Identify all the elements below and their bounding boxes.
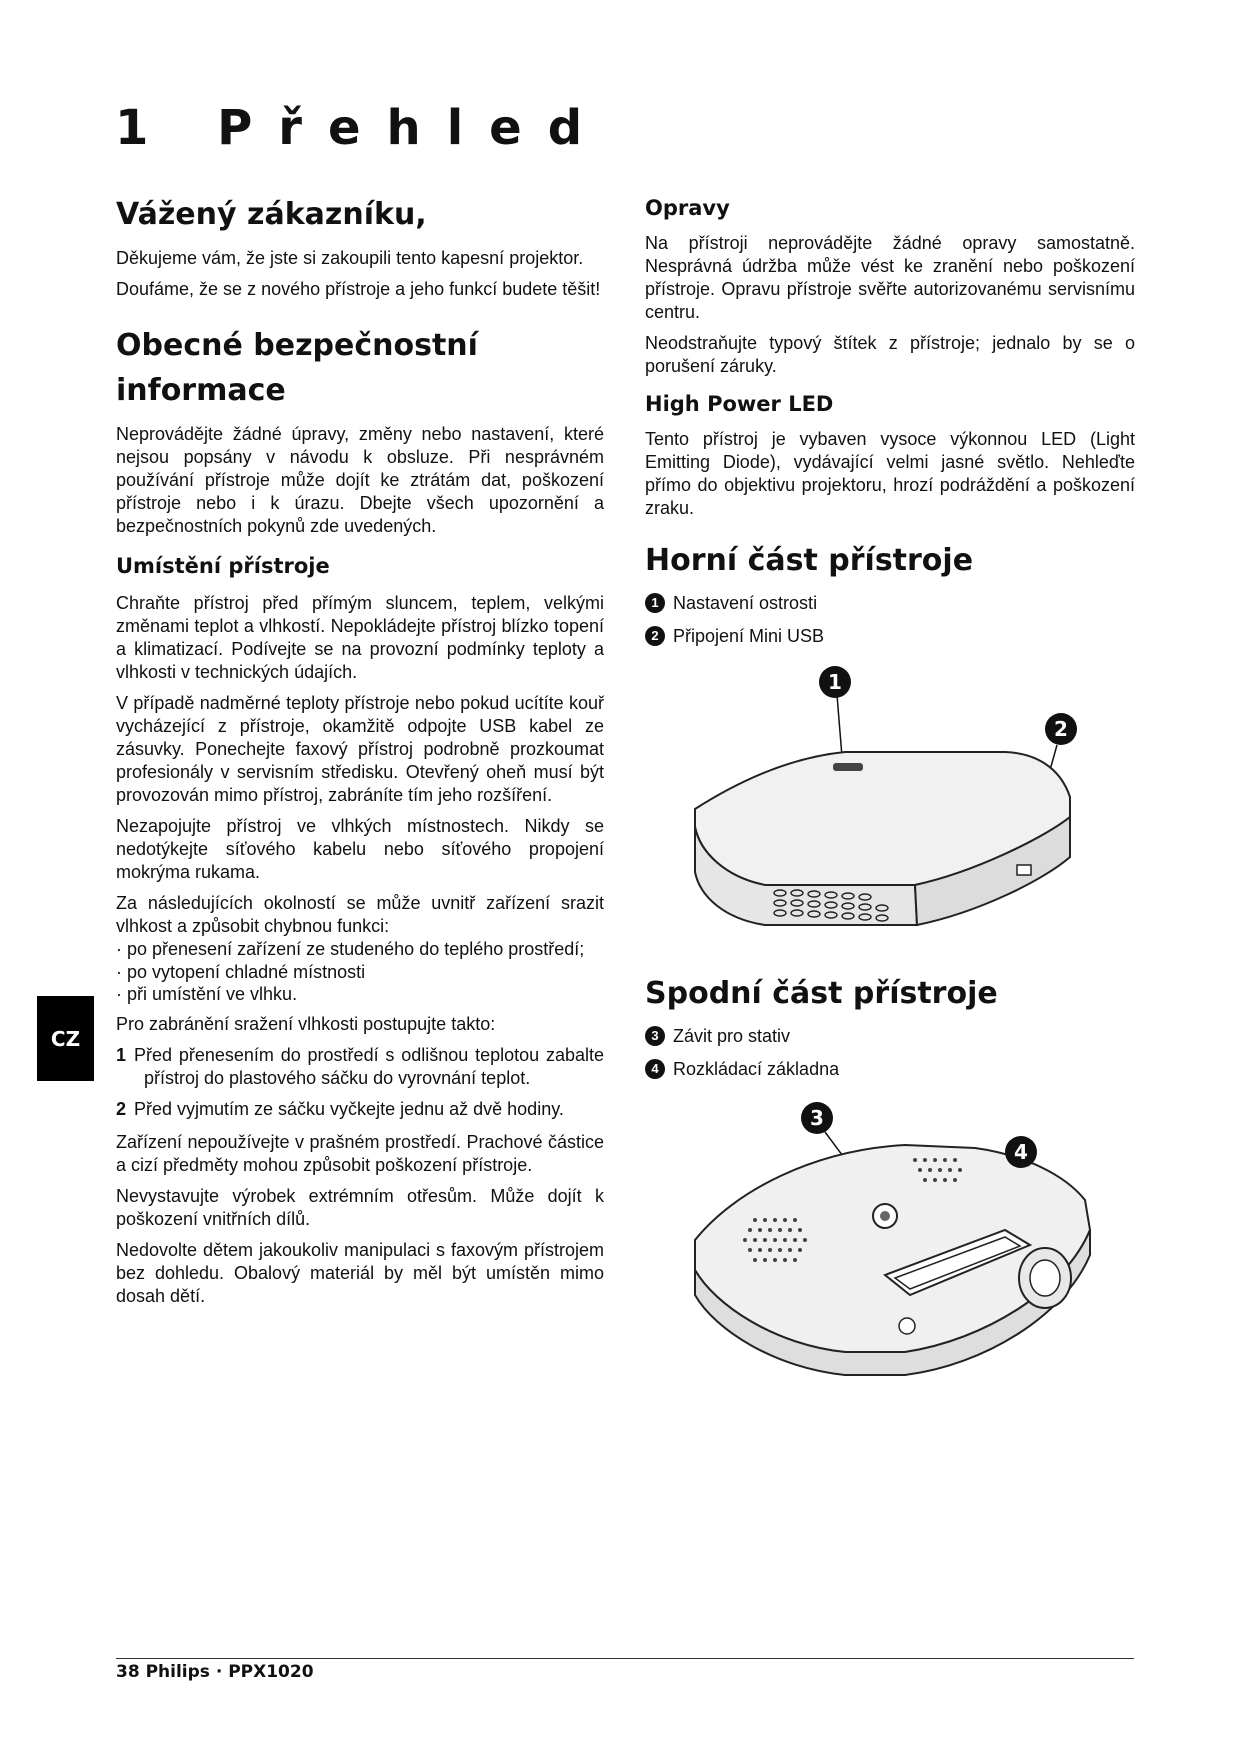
prevention-intro: Pro zabránění sražení vlhkosti postupujte takto: — [116, 1014, 496, 1034]
right-column — [645, 196, 1135, 1390]
prevention-steps — [116, 1044, 604, 1121]
language-tab: CZ — [37, 996, 94, 1081]
legend-item — [645, 591, 1135, 615]
children-paragraph: Nedovolte dětem jakoukoliv manipulaci s faxovým přístrojem bez dohledu. Obalový materiál by měl být umístěn mimo dosah dětí. — [116, 1240, 604, 1306]
placement-paragraph-3: Nezapojujte přístroj ve vlhkých místnostech. Nikdy se nedotýkejte síťového kabelu nebo síťového propojení mokrýma rukama. — [116, 816, 604, 882]
dust-paragraph: Zařízení nepoužívejte v prašném prostředí. Prachové částice a cizí předměty mohou způsobit poškození přístroje. — [116, 1132, 604, 1175]
greeting-paragraph-1: Děkujeme vám, že jste si zakoupili tento kapesní projektor. — [116, 248, 584, 268]
step-item — [116, 1044, 604, 1090]
top-part-heading: Horní část přístroje — [645, 543, 974, 578]
legend-label: Závit pro stativ — [673, 1026, 791, 1046]
placement-paragraph-1: Chraňte přístroj před přímým sluncem, teplem, velkými změnami teplot a vlhkostí. Nepokládejte přístroj blízko topení a klimatizací. Podívejte se na provozní podmínky teploty a vlhkosti v technických údajích. — [116, 593, 604, 682]
page-footer: 38 Philips · PPX1020 — [116, 1662, 314, 1682]
step-number: 1 — [116, 1045, 127, 1065]
repairs-heading: Opravy — [645, 196, 730, 220]
safety-paragraph: Neprovádějte žádné úpravy, změny nebo nastavení, které nejsou popsány v návodu k obsluze. Při nesprávném používání přístroje může dojít ke ztrátám dat, poškození přístroje nebo i k úrazu. Dbejte všech upozornění a bezpečnostních pokynů zde uvedených. — [116, 424, 604, 536]
legend-label: Nastavení ostrosti — [673, 593, 818, 613]
placement-paragraph-2: V případě nadměrné teploty přístroje nebo pokud ucítíte kouř vycházející z přístroje, okamžitě odpojte USB kabel ze zásuvky. Ponechejte faxový přístroj podrobně prozkoumat profesionály v servisním středisku. Otevřený oheň musí být provozován mimo přístroj, zabráníte tím jeho rozšíření. — [116, 693, 604, 805]
legend-item — [645, 1024, 1135, 1048]
step-number: 2 — [116, 1099, 127, 1119]
footer-divider — [116, 1658, 1134, 1659]
repairs-paragraph-2: Neodstraňujte typový štítek z přístroje; jednalo by se o porušení záruky. — [645, 333, 1135, 376]
step-text: Před vyjmutím ze sáčku vyčkejte jednu až dvě hodiny. — [134, 1099, 564, 1119]
callout-number: 3 — [810, 1106, 824, 1130]
bottom-part-heading: Spodní část přístroje — [645, 976, 998, 1011]
legend-label: Připojení Mini USB — [673, 626, 825, 646]
greeting-heading: Vážený zákazníku, — [116, 197, 427, 232]
placement-heading: Umístění přístroje — [116, 554, 330, 578]
shock-paragraph: Nevystavujte výrobek extrémním otřesům. Může dojít k poškození vnitřních dílů. — [116, 1186, 604, 1229]
led-paragraph: Tento přístroj je vybaven vysoce výkonnou LED (Light Emitting Diode), vydávající velmi jasné světlo. Nehleďte přímo do objektivu projektoru, hrozí podráždění a poškození zraku. — [645, 429, 1135, 518]
number-badge: 3 — [645, 1026, 665, 1046]
bullet-item: · po přenesení zařízení ze studeného do teplého prostředí; — [116, 939, 585, 959]
greeting-paragraph-2: Doufáme, že se z nového přístroje a jeho funkcí budete těšit! — [116, 279, 601, 299]
number-badge: 1 — [645, 593, 665, 613]
bullet-item: · po vytopení chladné místnosti — [116, 962, 366, 982]
projector-bottom-illustration — [645, 1090, 1135, 1390]
placement-paragraph-4: Za následujících okolností se může uvnitř zařízení srazit vlhkost a způsobit chybnou funkci: — [116, 893, 604, 936]
projector-top-illustration — [645, 657, 1135, 957]
safety-heading: Obecné bezpečnostní informace — [116, 328, 478, 408]
led-heading: High Power LED — [645, 392, 834, 416]
callout-number: 4 — [1014, 1140, 1028, 1164]
legend-item — [645, 1057, 1135, 1081]
step-text: Před přenesením do prostředí s odlišnou teplotou zabalte přístroj do plastového sáčku do vyrovnání teplot. — [134, 1045, 604, 1088]
legend-item — [645, 624, 1135, 648]
number-badge: 2 — [645, 626, 665, 646]
left-column — [116, 192, 604, 1316]
step-item — [116, 1098, 604, 1121]
callout-number: 1 — [828, 670, 842, 694]
callout-number: 2 — [1054, 717, 1068, 741]
bullet-item: · při umístění ve vlhku. — [116, 984, 298, 1004]
chapter-title: 1 Přehled — [115, 100, 609, 156]
legend-label: Rozkládací základna — [673, 1059, 840, 1079]
number-badge: 4 — [645, 1059, 665, 1079]
repairs-paragraph-1: Na přístroji neprovádějte žádné opravy samostatně. Nesprávná údržba může vést ke zranění nebo poškození přístroje. Opravu přístroje svěřte autorizovanému servisnímu centru. — [645, 233, 1135, 322]
